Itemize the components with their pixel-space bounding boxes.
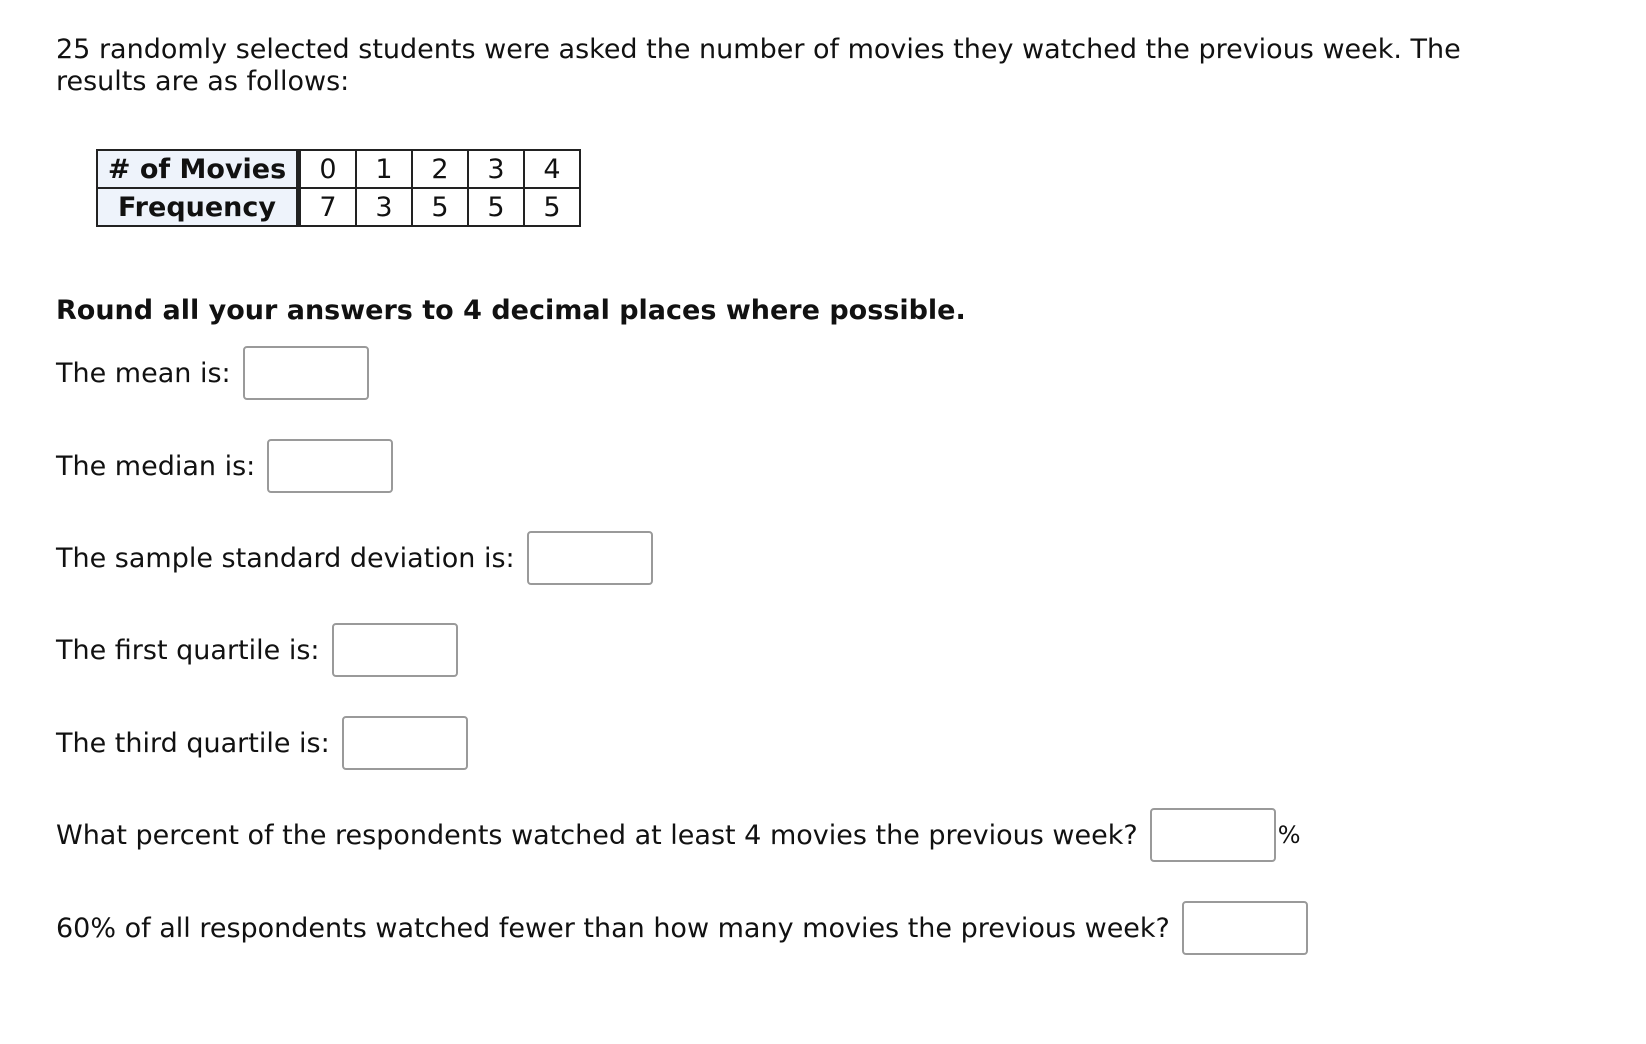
- q3-label: The third quartile is:: [56, 727, 330, 759]
- q1-input[interactable]: [332, 623, 458, 677]
- mean-question: [56, 343, 369, 403]
- frequency-row-header: Frequency: [97, 188, 299, 226]
- mean-input[interactable]: [243, 346, 369, 400]
- frequency-row: [97, 188, 580, 226]
- rounding-instruction: Round all your answers to 4 decimal places where possible.: [56, 295, 966, 326]
- movies-cell: 0: [299, 150, 357, 188]
- mean-label: The mean is:: [56, 357, 231, 389]
- movies-cell: 1: [356, 150, 412, 188]
- frequency-cell: 7: [299, 188, 357, 226]
- q1-label: The first quartile is:: [56, 634, 320, 666]
- median-input[interactable]: [267, 439, 393, 493]
- std-input[interactable]: [527, 531, 653, 585]
- q1-question: [56, 620, 458, 680]
- q3-input[interactable]: [342, 716, 468, 770]
- frequency-cell: 5: [524, 188, 580, 226]
- sixty-question: [56, 898, 1308, 958]
- percent-label: What percent of the respondents watched at least 4 movies the previous week?: [56, 819, 1138, 851]
- sixty-label: 60% of all respondents watched fewer than how many movies the previous week?: [56, 912, 1170, 944]
- median-label: The median is:: [56, 450, 256, 482]
- percent-unit: %: [1277, 821, 1301, 849]
- frequency-cell: 3: [356, 188, 412, 226]
- median-question: [56, 436, 393, 496]
- movies-row: [97, 150, 580, 188]
- sixty-input[interactable]: [1182, 901, 1308, 955]
- percent-input[interactable]: [1150, 808, 1276, 862]
- frequency-cell: 5: [468, 188, 524, 226]
- movies-row-header: # of Movies: [97, 150, 299, 188]
- frequency-cell: 5: [412, 188, 468, 226]
- problem-intro: 25 randomly selected students were asked the number of movies they watched the previous week. The results are as follows:: [56, 34, 1461, 97]
- movies-cell: 3: [468, 150, 524, 188]
- std-question: [56, 528, 653, 588]
- frequency-table: [96, 149, 581, 227]
- q3-question: [56, 713, 468, 773]
- percent-question: [56, 805, 1301, 865]
- movies-cell: 2: [412, 150, 468, 188]
- std-label: The sample standard deviation is:: [56, 542, 515, 574]
- movies-cell: 4: [524, 150, 580, 188]
